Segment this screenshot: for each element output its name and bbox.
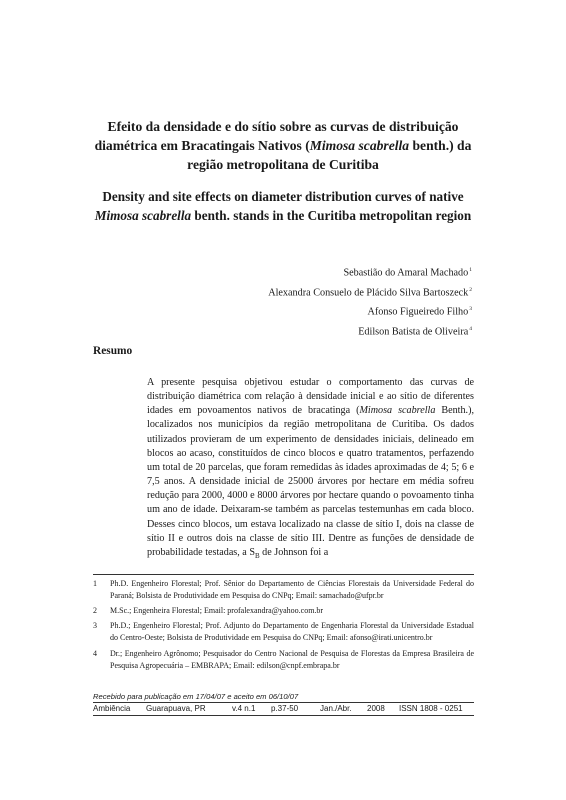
footnote-text: M.Sc.; Engenheira Florestal; Email: profalexandra@yahoo.com.br	[110, 606, 324, 616]
footnote-text: Ph.D. Engenheiro Florestal; Prof. Sênior do Departamento de Ciências Florestais da Universidade Federal do Paraná; Bolsista de Produtividade em Pesquisa do CNPq; Email: samachado@ufpr.br	[110, 579, 474, 600]
author-ref: 1	[469, 267, 472, 273]
abstract-text: de Johnson foi a	[259, 546, 329, 558]
abstract-species: Mimosa scabrella	[359, 405, 436, 417]
author-name: Alexandra Consuelo de Plácido Silva Bartoszeck	[268, 286, 469, 298]
abstract-paragraph	[147, 376, 474, 563]
author-name: Sebastião do Amaral Machado	[343, 267, 469, 279]
title-en-part1: Density and site effects on diameter distribution curves of native	[102, 189, 464, 204]
footer-city: Guarapuava, PR	[146, 704, 206, 713]
abstract-text: A presente pesquisa objetivou estudar o comportamento das curvas de distribuição diamétrica com relação à densidade inicial e ao sítio de diferentes idades em povoamentos nativos de bracatinga (	[147, 377, 474, 417]
footer-year: 2008	[367, 704, 385, 713]
title-en-species: Mimosa scabrella	[94, 208, 192, 223]
author-ref: 4	[469, 325, 472, 332]
section-heading-resumo: Resumo	[93, 345, 133, 357]
footnote	[93, 578, 474, 602]
title-pt-part2: benth.) da região metropolitana de Curitiba	[187, 138, 472, 172]
footnote-number: 4	[93, 648, 97, 658]
footer-pages: p.37-50	[271, 704, 299, 713]
author	[268, 282, 472, 302]
footnote-separator	[93, 574, 474, 575]
author-ref: 3	[469, 306, 472, 313]
author-name: Edilson Batista de Oliveira	[358, 326, 469, 338]
footer-months: Jan./Abr.	[320, 704, 352, 713]
author	[268, 301, 472, 321]
footnote	[93, 605, 474, 617]
footnote-text: Dr.; Engenheiro Agrônomo; Pesquisador do Centro Nacional de Pesquisa de Florestas da Empresa Brasileira de Pesquisa Agropecuária – EMBRAPA; Email: edilson@cnpf.embrapa.br	[110, 648, 474, 670]
footnotes	[93, 578, 474, 675]
author-ref: 2	[469, 286, 472, 293]
title-english	[90, 187, 476, 225]
author	[268, 321, 472, 341]
footnote-number: 1	[93, 579, 97, 588]
abstract-text: Benth.), localizados nos municípios da região metropolitana de Curitiba. Os dados utilizados provieram de um experimento de densidades iniciais, delineado em blocos ao acaso, constituídos de cinco blocos e quatro tratamentos, perfazendo um total de 20 parcelas, que foram remedidas às idades aproximadas de 4; 5; 6 e 7,5 anos. A densidade inicial de 25000 árvores por hectare em média sofreu redução para 2000, 4000 e 8000 árvores por hectare quando o povoamento tinha um ano de idade. Deixaram-se também as parcelas testemunhas em cada bloco. Desses cinco blocos, um estava localizado na classe de sítio I, dois na classe de sítio II e outros dois na classe de sítio III. Dentre as funções de densidade de probabilidade testadas, a S	[147, 405, 474, 558]
footnote-number: 2	[93, 606, 97, 616]
author	[268, 262, 472, 282]
footer-rule-bottom	[93, 715, 474, 716]
title-pt-species: Mimosa scabrella	[309, 138, 410, 153]
footnote-number: 3	[93, 621, 97, 631]
title-en-part2: benth. stands in the Curitiba metropolitan region	[191, 208, 472, 223]
footnote-text: Ph.D.; Engenheiro Florestal; Prof. Adjunto do Departamento de Engenharia Florestal da Universidade Estadual do Centro-Oeste; Bolsista de Produtividade em Pesquisa do CNPq; Email: afonso@irati.unicentro.br	[110, 621, 474, 643]
title-pt-part1: Efeito da densidade e do sítio sobre as curvas de distribuição diamétrica em Bracatingais Nativos (	[94, 119, 459, 153]
footer-rule-top	[93, 702, 474, 703]
footnote	[93, 620, 474, 644]
footer-journal: Ambiência	[93, 704, 131, 713]
received-date-note: Recebido para publicação em 17/04/07 e aceito em 06/10/07	[93, 692, 299, 701]
abstract-subscript: B	[254, 551, 260, 560]
author-name: Afonso Figueiredo Filho	[367, 306, 469, 318]
author-list	[268, 262, 472, 340]
footer-volume: v.4 n.1	[232, 704, 256, 713]
abstract-body	[147, 376, 474, 563]
footer-issn: ISSN 1808 - 0251	[399, 704, 463, 713]
title-portuguese	[90, 117, 476, 174]
footnote	[93, 648, 474, 672]
